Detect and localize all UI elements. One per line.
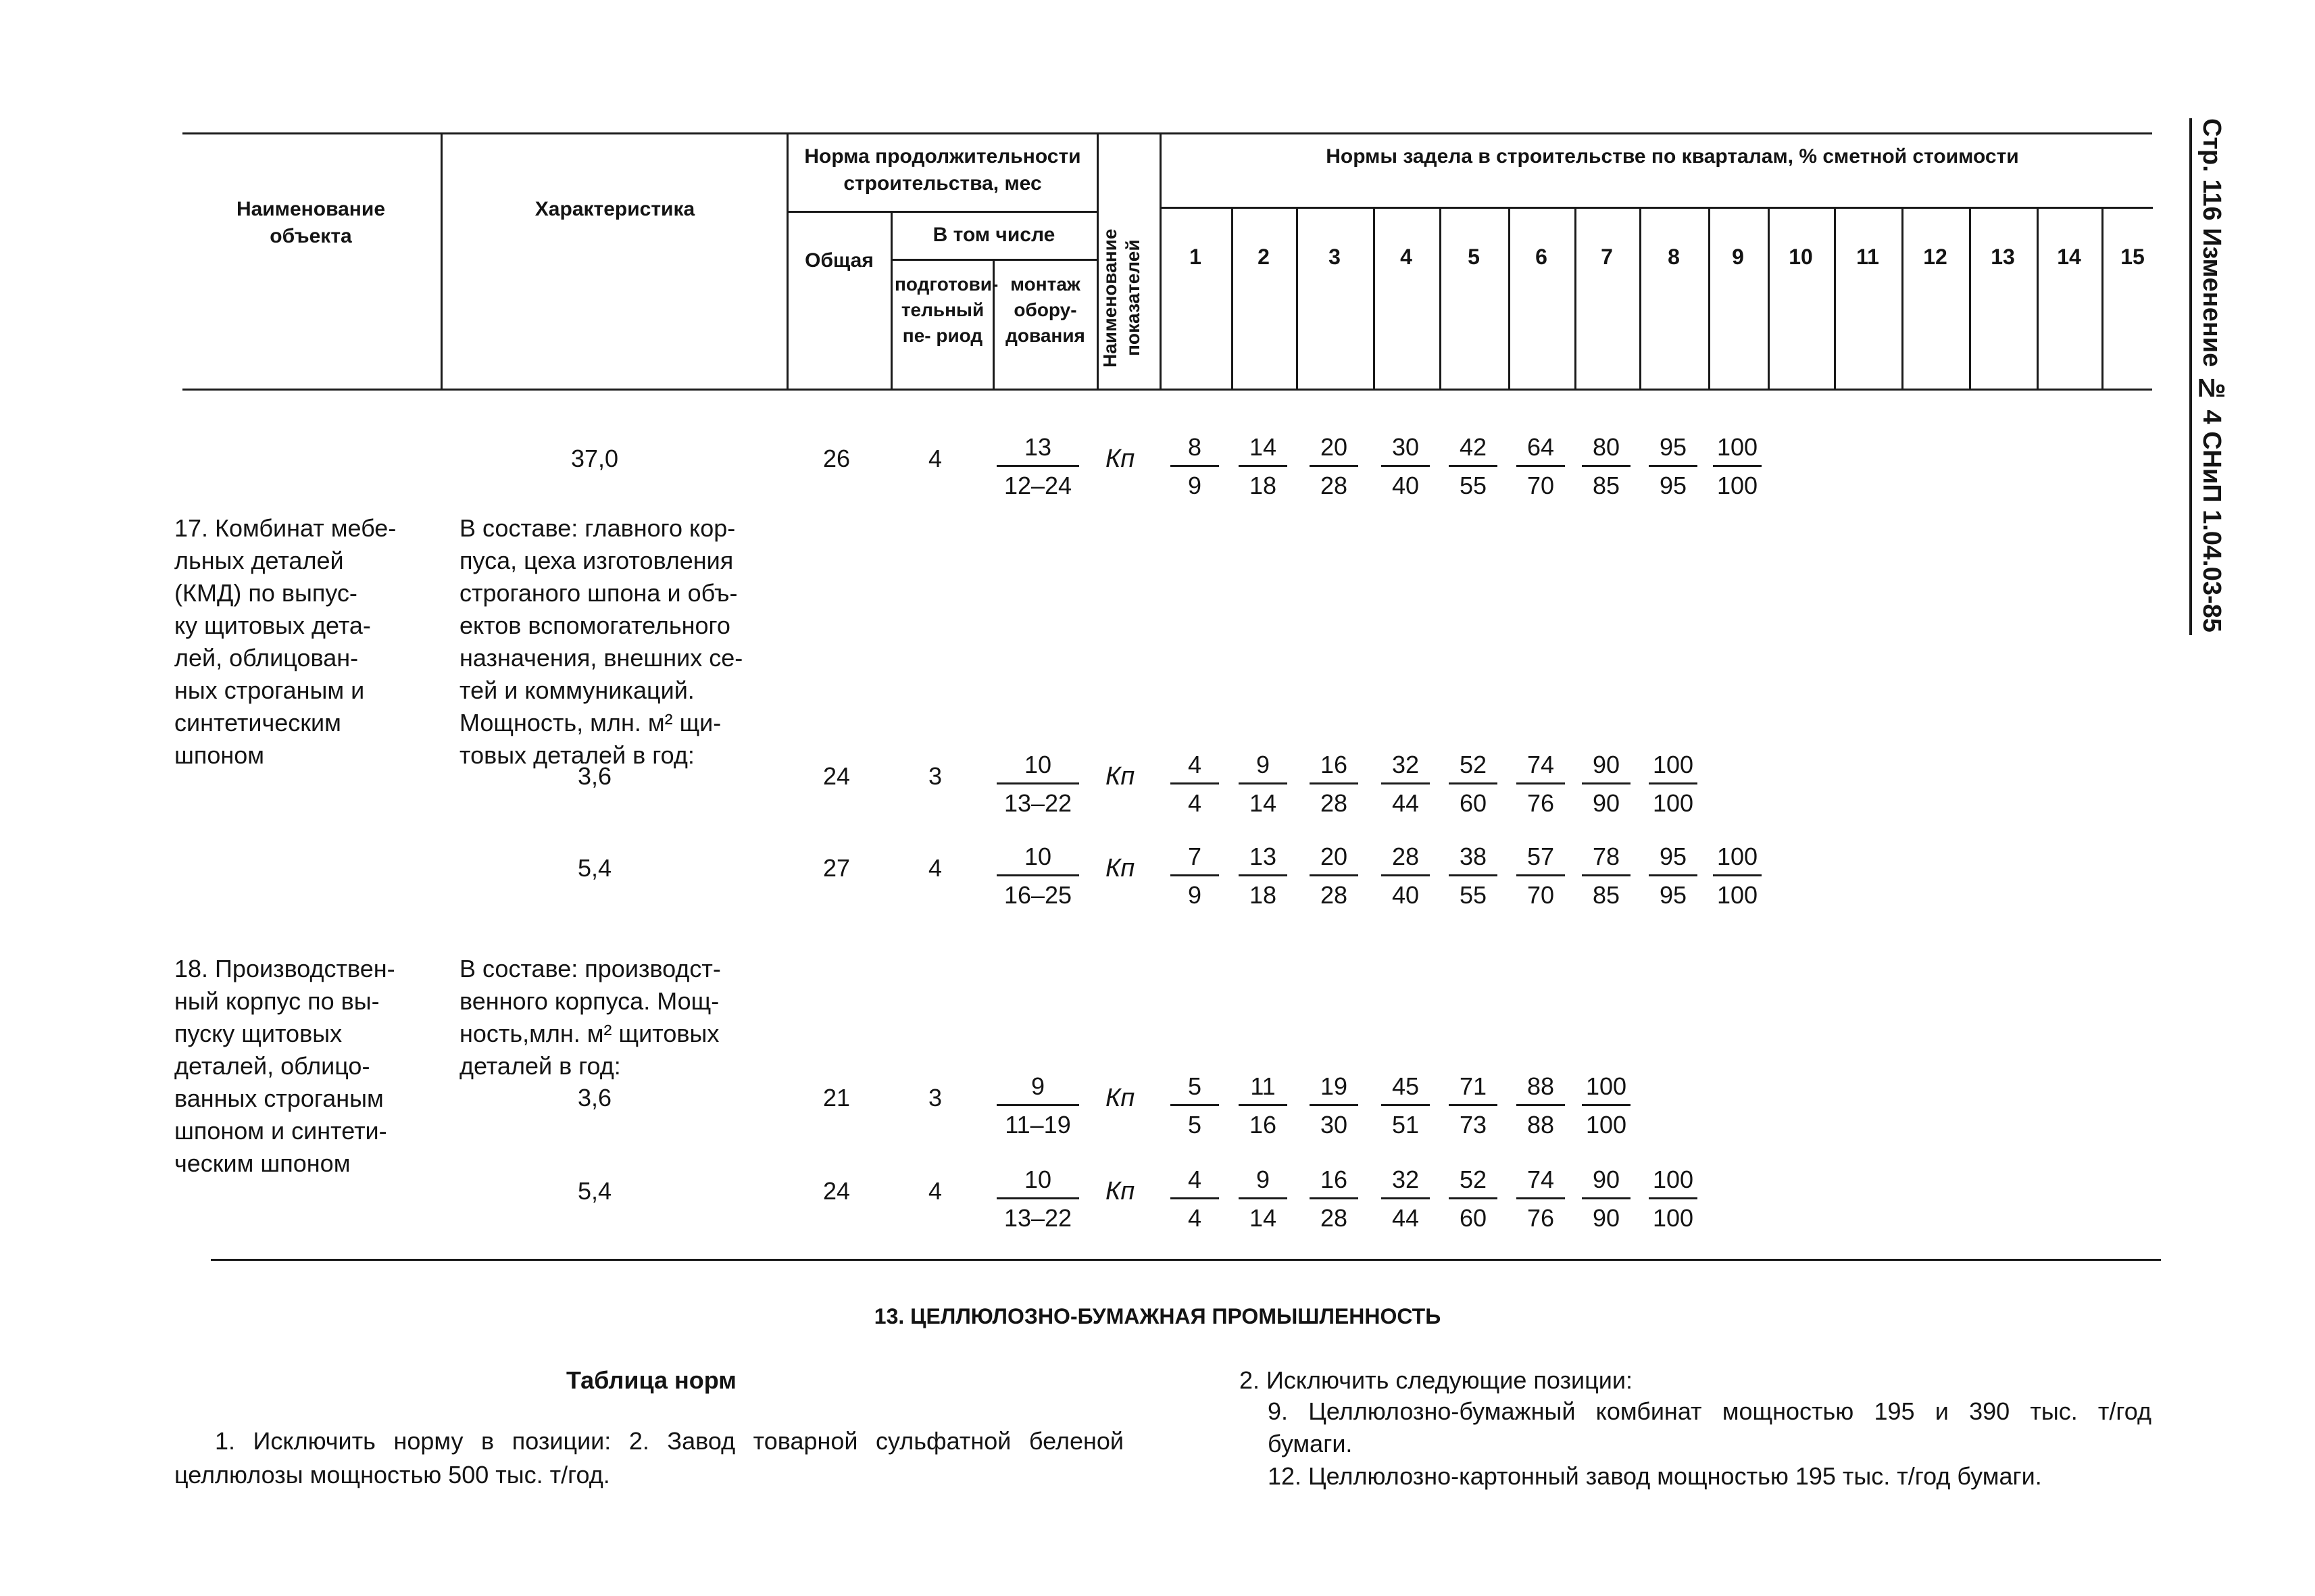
total-duration: 24 [822,762,851,790]
denominator: 51 [1391,1111,1420,1139]
item17-char [459,512,765,772]
header-mount: монтаж обору- дования [1005,274,1085,346]
text-line: лей, облицован- [174,644,359,672]
zadel-value [1639,1165,1707,1233]
mount-duration [987,1072,1089,1140]
quarter-label: 7 [1601,245,1613,269]
numerator: 7 [1170,842,1219,876]
q-divider [1439,207,1441,389]
denominator: 76 [1526,789,1555,817]
mount-duration [987,842,1089,910]
zadel-value [1439,1072,1507,1140]
numerator: 100 [1582,1072,1631,1106]
q-divider [1834,207,1836,389]
denominator: 100 [1652,1204,1694,1232]
quarter-label: 4 [1400,245,1412,269]
text-line: венного корпуса. Мощ- [459,987,720,1015]
zadel-value [1507,750,1574,818]
header-bottom-rule [182,389,2152,391]
q-divider [1901,207,1903,389]
zadel-value [1229,1072,1297,1140]
numerator: 52 [1449,1165,1497,1199]
col-divider [441,132,443,389]
page-label-rule [2189,118,2192,635]
numerator: 10 [997,842,1079,876]
q-divider [1231,207,1233,389]
numerator: 16 [1310,1165,1358,1199]
zadel-value [1703,842,1771,910]
capacity-value: 5,4 [577,1177,612,1205]
table-end-rule [211,1259,2161,1261]
denominator: 16 [1249,1111,1277,1139]
numerator: 95 [1649,842,1697,876]
numerator: 4 [1170,750,1219,784]
numerator: 100 [1713,842,1762,876]
capacity-value: 3,6 [577,1084,612,1112]
text-line: тей и коммуникаций. [459,676,695,704]
text-line: Мощность, млн. м² щи- [459,709,722,737]
denominator: 28 [1320,1204,1348,1232]
denominator: 95 [1659,881,1687,909]
zadel-value [1572,432,1640,501]
denominator: 12–24 [1003,472,1072,499]
capacity-value: 3,6 [577,762,612,790]
zadel-value [1229,842,1297,910]
zadel-value [1161,432,1228,501]
text-line: льных деталей [174,547,344,574]
quarter-label: 13 [1991,245,2015,269]
quarter-label: 2 [1258,245,1270,269]
q-divider [2101,207,2104,389]
text-line: шпоном [174,741,265,769]
indicator-kp: Кп [1105,1177,1135,1205]
quarter-label: 15 [2120,245,2145,269]
text-line: ку щитовых дета- [174,612,371,639]
q-divider [1296,207,1298,389]
item18-name [174,953,431,1180]
q-divider [1574,207,1576,389]
zadel-value [1572,1165,1640,1233]
text-line: ческим шпоном [174,1149,351,1177]
denominator: 14 [1249,1204,1277,1232]
header-incl: В том числе [932,224,1055,246]
quarter-label: 11 [1856,245,1879,269]
denominator: 18 [1249,472,1277,499]
numerator: 13 [1239,842,1287,876]
denominator: 28 [1320,472,1348,499]
mount-duration [987,1165,1089,1233]
numerator: 78 [1582,842,1631,876]
item17-name [174,512,431,772]
text-line: товых деталей в год: [459,741,695,769]
zadel-value [1439,432,1507,501]
zadel-value [1229,1165,1297,1233]
denominator: 28 [1320,881,1348,909]
section-title: 13. ЦЕЛЛЮЛОЗНО-БУМАЖНАЯ ПРОМЫШЛЕННОСТЬ [874,1304,1441,1328]
mount-duration [987,432,1089,501]
numerator: 9 [1239,1165,1287,1199]
denominator: 55 [1459,881,1487,909]
numerator: 100 [1713,432,1762,467]
numerator: 8 [1170,432,1219,467]
zadel-value [1372,1165,1439,1233]
col-divider [891,211,893,389]
col-divider [1160,132,1162,389]
text-line: шпоном и синтети- [174,1117,387,1145]
text-line: (КМД) по выпус- [174,579,357,607]
numerator: 5 [1170,1072,1219,1106]
numerator: 45 [1381,1072,1430,1106]
zadel-value [1507,1072,1574,1140]
numerator: 100 [1649,1165,1697,1199]
denominator: 100 [1585,1111,1627,1139]
denominator: 13–22 [1003,789,1072,817]
prep-period: 3 [928,1084,943,1112]
text-line: деталей в год: [459,1052,621,1080]
q-divider [1508,207,1510,389]
zadel-value [1161,750,1228,818]
q-divider [1708,207,1710,389]
denominator: 40 [1391,881,1420,909]
zadel-value [1439,842,1507,910]
numerator: 32 [1381,1165,1430,1199]
zadel-value [1300,750,1368,818]
zadel-value [1572,842,1640,910]
header-zadel-title: Нормы задела в строительстве по кварталам, % сметной стоимости [1326,145,2019,168]
header-norm-title: Норма продолжительности строительства, мес [804,145,1081,195]
numerator: 13 [997,432,1079,467]
indicator-kp: Кп [1105,854,1135,882]
denominator: 14 [1249,789,1277,817]
zadel-value [1703,432,1771,501]
denominator: 44 [1391,1204,1420,1232]
zadel-value [1300,842,1368,910]
zadel-value [1639,750,1707,818]
denominator: 40 [1391,472,1420,499]
denominator: 4 [1187,1204,1202,1232]
numerator: 28 [1381,842,1430,876]
numerator: 16 [1310,750,1358,784]
quarter-label: 12 [1923,245,1947,269]
indicator-kp: Кп [1105,1084,1135,1112]
denominator: 100 [1652,789,1694,817]
prep-period: 4 [928,854,943,882]
denominator: 9 [1187,472,1202,499]
numerator: 4 [1170,1165,1219,1199]
q-divider [1373,207,1375,389]
denominator: 95 [1659,472,1687,499]
prep-period: 4 [928,445,943,472]
zadel-value [1639,432,1707,501]
numerator: 38 [1449,842,1497,876]
text-line: синтетическим [174,709,341,737]
denominator: 85 [1592,472,1620,499]
denominator: 13–22 [1003,1204,1072,1232]
numerator: 90 [1582,750,1631,784]
text-line: ектов вспомогательного [459,612,730,639]
q-divider [2037,207,2039,389]
text-line: ных строганым и [174,676,365,704]
numerator: 10 [997,1165,1079,1199]
denominator: 100 [1716,472,1758,499]
right-item-12: 12. Целлюлозно-картонный завод мощностью 195 тыс. т/год бумаги. [1268,1462,2042,1490]
zadel-value [1161,842,1228,910]
numerator: 42 [1449,432,1497,467]
table-title: Таблица норм [566,1366,737,1394]
quarter-label: 9 [1732,245,1744,269]
numerator: 20 [1310,842,1358,876]
denominator: 90 [1592,789,1620,817]
mount-duration [987,750,1089,818]
denominator: 70 [1526,881,1555,909]
numerator: 74 [1516,750,1565,784]
denominator: 9 [1187,881,1202,909]
zadel-value [1639,842,1707,910]
prep-period: 4 [928,1177,943,1205]
q-divider [1639,207,1641,389]
zadel-value [1372,842,1439,910]
denominator: 100 [1716,881,1758,909]
left-para-line-2: целлюлозы мощностью 500 тыс. т/год. [174,1461,610,1489]
q-divider [1969,207,1971,389]
total-duration: 21 [822,1084,851,1112]
header-name-col: Наименование объекта [236,198,386,247]
denominator: 60 [1459,1204,1487,1232]
right-item-9-cont: бумаги. [1268,1430,1353,1457]
quarter-label: 3 [1328,245,1341,269]
item18-char [459,953,765,1082]
quarter-label: 8 [1668,245,1680,269]
numerator: 10 [997,750,1079,784]
zadel-value [1300,432,1368,501]
denominator: 4 [1187,789,1202,817]
prep-period: 3 [928,762,943,790]
header-top-rule [182,132,2152,134]
page-label: Стр. 116 Изменение № 4 СНиП 1.04.03-85 [2197,118,2226,632]
capacity-value: 37,0 [570,445,619,472]
zadel-value [1507,432,1574,501]
numerator: 57 [1516,842,1565,876]
numerator: 80 [1582,432,1631,467]
numerator: 64 [1516,432,1565,467]
denominator: 73 [1459,1111,1487,1139]
zadel-value [1229,432,1297,501]
numerator: 20 [1310,432,1358,467]
text-line: пуса, цеха изготовления [459,547,734,574]
q-divider [1768,207,1770,389]
denominator: 30 [1320,1111,1348,1139]
left-para-line-1: 1. Исключить норму в позиции: 2. Завод товарной сульфатной беленой [215,1427,1124,1455]
header-prep: подготови- тельный пе- риод [895,274,999,346]
zadel-value [1439,750,1507,818]
denominator: 85 [1592,881,1620,909]
indicator-kp: Кп [1105,762,1135,791]
zadel-value [1372,750,1439,818]
text-line: 18. Производствен- [174,955,395,982]
total-duration: 27 [822,854,851,882]
numerator: 95 [1649,432,1697,467]
right-head: 2. Исключить следующие позиции: [1239,1366,1633,1394]
numerator: 9 [997,1072,1079,1106]
header-char-col: Характеристика [534,198,695,220]
zadel-value [1300,1165,1368,1233]
text-line: ный корпус по вы- [174,987,380,1015]
denominator: 70 [1526,472,1555,499]
quarter-label: 1 [1189,245,1201,269]
zadel-sub-rule [1160,207,2153,209]
zadel-value [1507,842,1574,910]
numerator: 19 [1310,1072,1358,1106]
zadel-value [1572,750,1640,818]
numerator: 74 [1516,1165,1565,1199]
numerator: 88 [1516,1072,1565,1106]
text-line: пуску щитовых [174,1020,343,1047]
denominator: 90 [1592,1204,1620,1232]
zadel-value [1161,1165,1228,1233]
capacity-value: 5,4 [577,854,612,882]
text-line: 17. Комбинат мебе- [174,514,397,542]
text-line: ванных строганым [174,1084,384,1112]
numerator: 30 [1381,432,1430,467]
text-line: В составе: главного кор- [459,514,736,542]
numerator: 9 [1239,750,1287,784]
zadel-value [1572,1072,1640,1140]
numerator: 100 [1649,750,1697,784]
numerator: 71 [1449,1072,1497,1106]
zadel-value [1229,750,1297,818]
norm-sub-rule [787,211,1097,213]
zadel-value [1439,1165,1507,1233]
denominator: 60 [1459,789,1487,817]
denominator: 11–19 [1005,1111,1071,1139]
denominator: 16–25 [1003,881,1072,909]
denominator: 44 [1391,789,1420,817]
indicator-kp: Кп [1105,445,1135,473]
total-duration: 24 [822,1177,851,1205]
numerator: 32 [1381,750,1430,784]
right-item-9: 9. Целлюлозно-бумажный комбинат мощностью 195 и 390 тыс. т/год [1268,1397,2151,1425]
text-line: ность,млн. м² щитовых [459,1020,720,1047]
zadel-value [1161,1072,1228,1140]
quarter-label: 5 [1468,245,1480,269]
text-line: В составе: производст- [459,955,721,982]
denominator: 88 [1526,1111,1555,1139]
numerator: 90 [1582,1165,1631,1199]
header-indicator: Наименование показателей [1099,228,1143,368]
header-total: Общая [805,249,874,272]
denominator: 28 [1320,789,1348,817]
zadel-value [1372,1072,1439,1140]
text-line: назначения, внешних се- [459,644,743,672]
numerator: 11 [1239,1072,1287,1106]
quarter-label: 10 [1789,245,1813,269]
text-line: строганого шпона и объ- [459,579,738,607]
denominator: 55 [1459,472,1487,499]
denominator: 18 [1249,881,1277,909]
zadel-value [1300,1072,1368,1140]
col-divider [787,132,789,389]
denominator: 5 [1187,1111,1202,1139]
zadel-value [1507,1165,1574,1233]
quarter-label: 6 [1535,245,1547,269]
zadel-value [1372,432,1439,501]
numerator: 14 [1239,432,1287,467]
text-line: деталей, облицо- [174,1052,370,1080]
quarter-label: 14 [2057,245,2081,269]
denominator: 76 [1526,1204,1555,1232]
total-duration: 26 [822,445,851,472]
numerator: 52 [1449,750,1497,784]
